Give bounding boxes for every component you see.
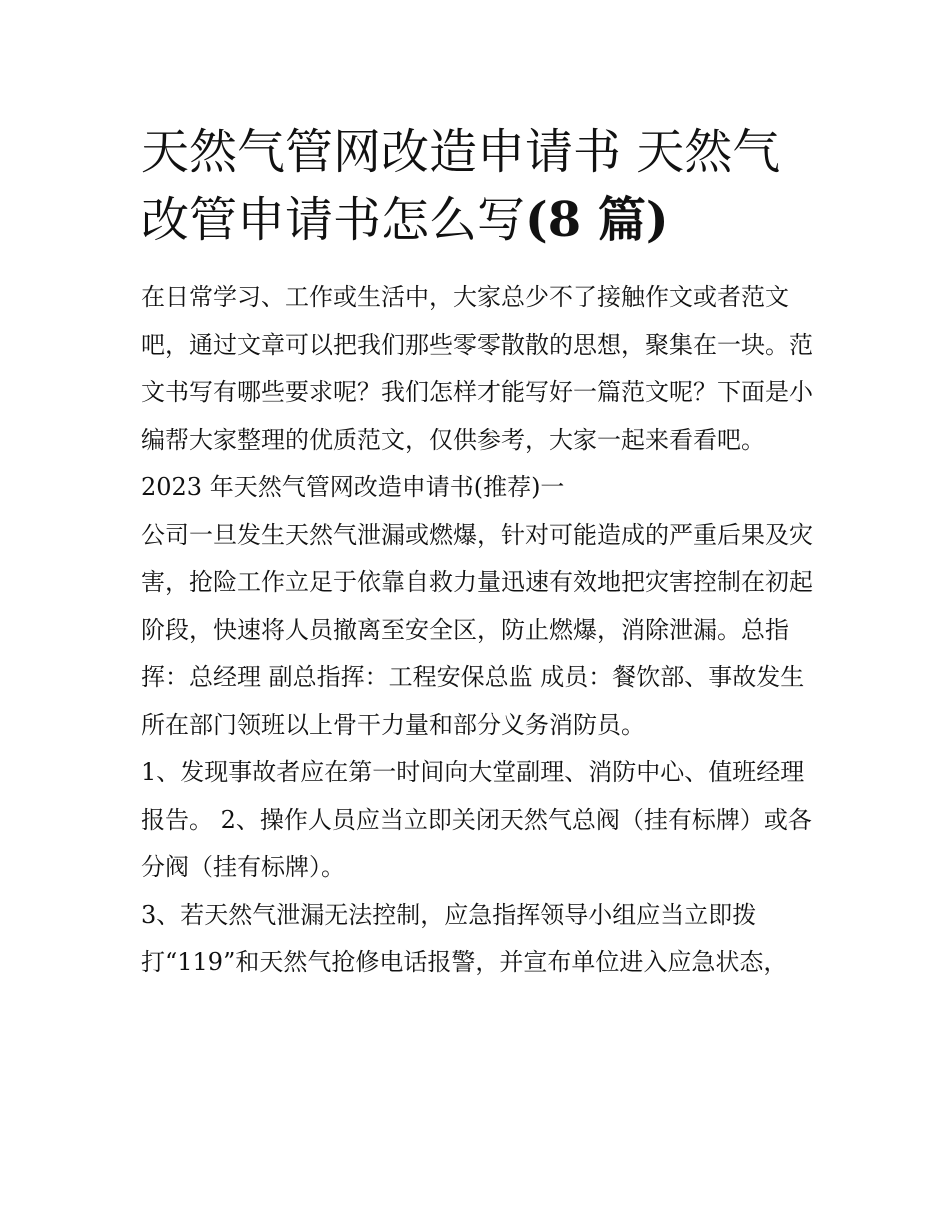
body-paragraph: 1、发现事故者应在第一时间向大堂副理、消防中心、值班经理报告。 2、操作人员应当立即关闭天然气总阀（挂有标牌）或各分阀（挂有标牌）。	[141, 758, 812, 881]
section-heading: 2023 年天然气管网改造申请书(推荐)一	[141, 473, 565, 501]
document-content	[141, 118, 821, 987]
body-paragraph: 3、若天然气泄漏无法控制，应急指挥领导小组应当立即拨打“119”和天然气抢修电话报警，并宣布单位进入应急状态，	[141, 900, 788, 976]
title-line-1: 天然气管网改造申请书 天然气	[141, 124, 781, 180]
document-body	[141, 274, 821, 987]
intro-paragraph: 在日常学习、工作或生活中，大家总少不了接触作文或者范文吧，通过文章可以把我们那些零零散散的思想，聚集在一块。范文书写有哪些要求呢？我们怎样才能写好一篇范文呢？下面是小编帮大家整理的优质范文，仅供参考，大家一起来看看吧。	[141, 283, 813, 454]
body-paragraph: 公司一旦发生天然气泄漏或燃爆，针对可能造成的严重后果及灾害，抢险工作立足于依靠自救力量迅速有效地把灾害控制在初起阶段，快速将人员撤离至安全区，防止燃爆，消除泄漏。总指挥：总经理 副总指挥：工程安保总监 成员：餐饮部、事故发生所在部门领班以上骨干力量和部分义务消防员。	[141, 520, 813, 739]
document-title	[141, 118, 821, 254]
title-line-2: 改管申请书怎么写	[141, 192, 526, 248]
title-count: (8 篇)	[525, 192, 669, 248]
